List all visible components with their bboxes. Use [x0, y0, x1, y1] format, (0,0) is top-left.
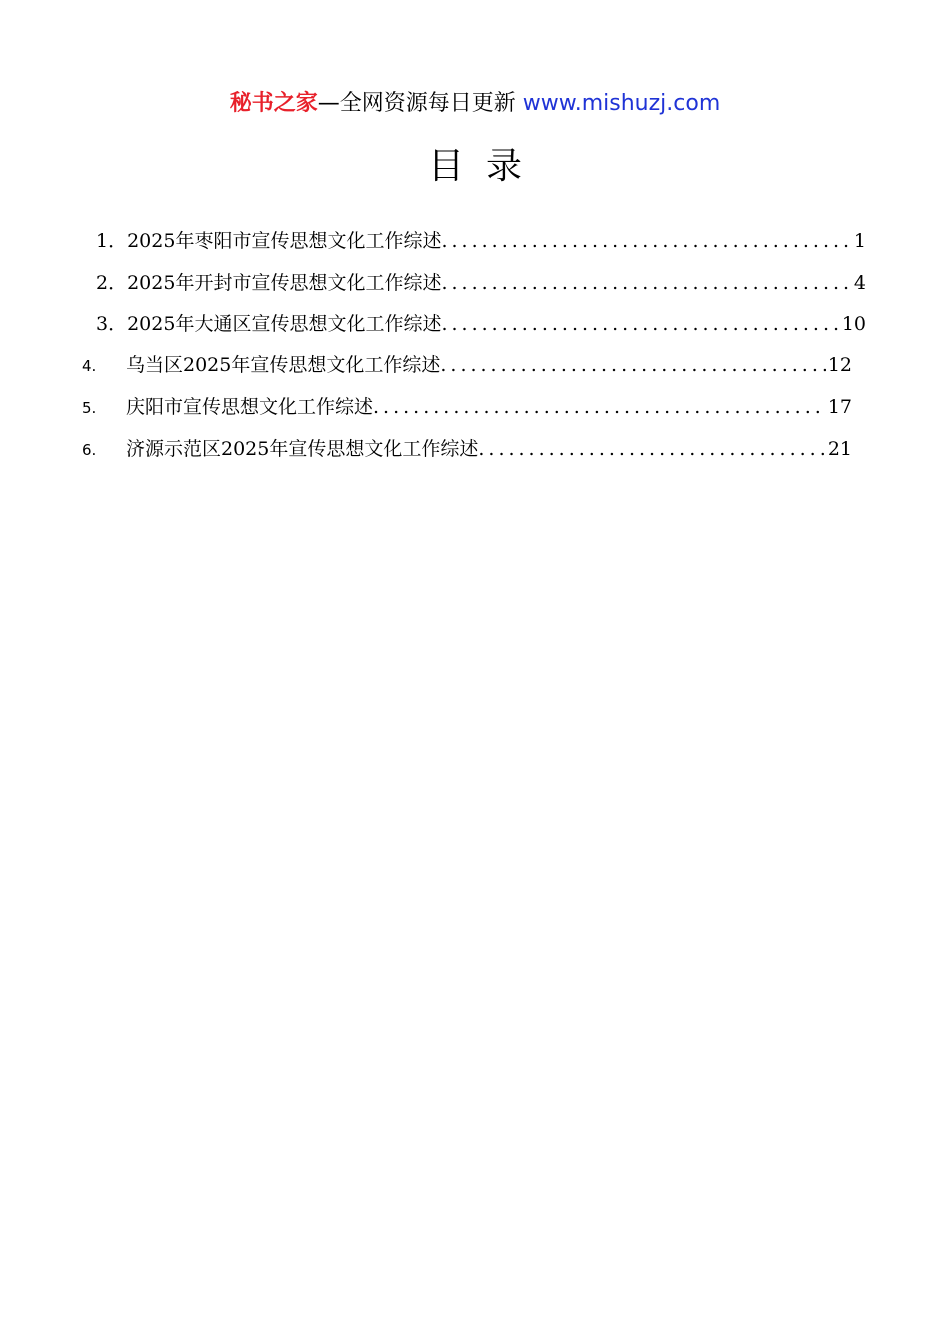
- toc-entry-title: 庆阳市宣传思想文化工作综述: [126, 396, 374, 418]
- site-header: [0, 88, 950, 120]
- toc-entry-page: 4: [853, 272, 866, 294]
- page-title: 目录: [427, 146, 544, 187]
- toc-entry-title: 2025年大通区宣传思想文化工作综述: [127, 313, 442, 335]
- toc-dot-leader: [478, 434, 825, 464]
- toc-entry[interactable]: [96, 268, 866, 298]
- toc-entry[interactable]: [96, 226, 866, 256]
- toc-dot-leader: [440, 350, 825, 380]
- header-slogan: —全网资源每日更新: [317, 91, 523, 116]
- brand-name: 秘书之家: [229, 91, 318, 116]
- toc-entry-number: 2．: [96, 272, 128, 294]
- toc-entry[interactable]: [82, 392, 852, 422]
- toc-entry-number: 1．: [96, 230, 128, 252]
- toc-dot-leader: [373, 392, 826, 422]
- toc-dot-leader: [441, 268, 851, 298]
- toc-dot-leader: [441, 309, 839, 339]
- toc-entry-title: 2025年开封市宣传思想文化工作综述: [127, 272, 442, 294]
- toc-entry-title: 乌当区2025年宣传思想文化工作综述: [126, 354, 441, 376]
- toc-entry-number: 4.: [82, 357, 97, 375]
- toc-entry-number: 5.: [82, 399, 97, 417]
- toc-entry-number: 3．: [96, 313, 128, 335]
- toc-entry-title: 济源示范区2025年宣传思想文化工作综述: [126, 438, 479, 460]
- toc-entry-page: 10: [841, 313, 866, 335]
- toc-dot-leader: [441, 226, 851, 256]
- toc-entry-title: 2025年枣阳市宣传思想文化工作综述: [127, 230, 442, 252]
- toc-entry[interactable]: [96, 309, 866, 339]
- toc-entry[interactable]: [82, 350, 852, 380]
- toc-entry-number: 6.: [82, 441, 97, 459]
- toc-entry[interactable]: [82, 434, 852, 464]
- toc-entry-page: 12: [827, 354, 852, 376]
- toc-entry-page: 1: [853, 230, 866, 252]
- toc-entry-page: 17: [827, 396, 852, 418]
- site-url-link[interactable]: www.mishuzj.com: [522, 91, 721, 116]
- toc-entry-page: 21: [827, 438, 852, 460]
